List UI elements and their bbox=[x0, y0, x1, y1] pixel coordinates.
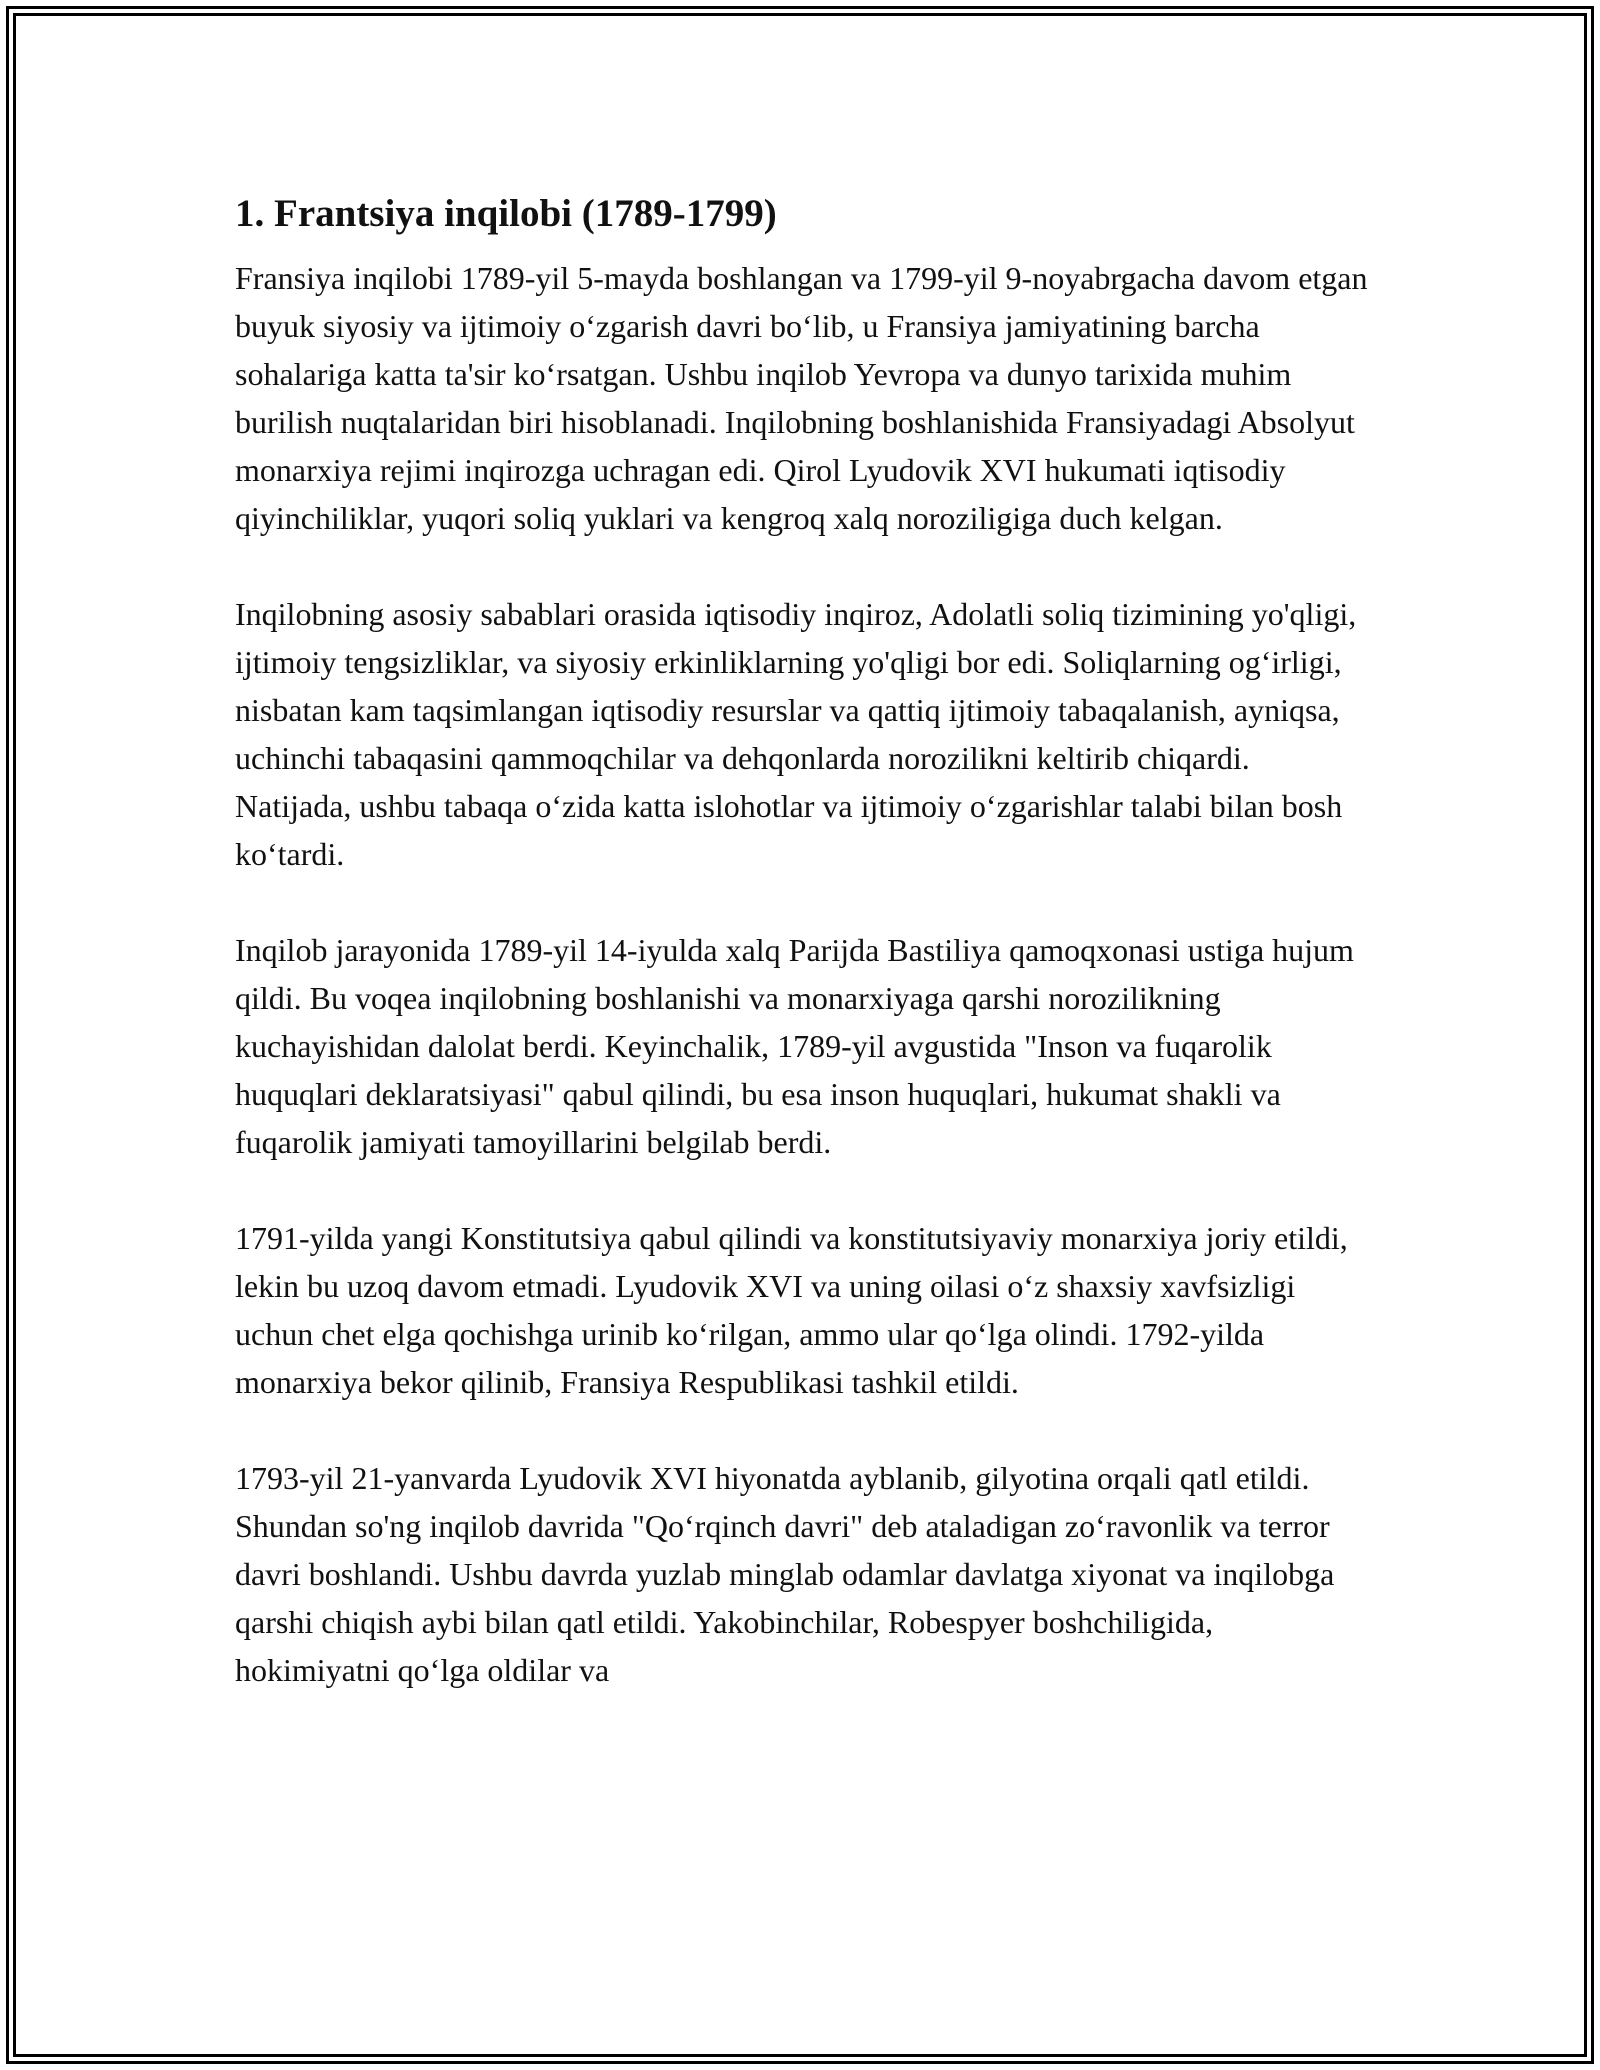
document-body bbox=[235, 190, 1370, 1694]
paragraph-3: Inqilob jarayonida 1789-yil 14-iyulda xalq Parijda Bastiliya qamoqxonasi ustiga hujum qildi. Bu voqea inqilobning boshlanishi va monarxiyaga qarshi norozilikning kuchayishidan dalolat berdi. Keyinchalik, 1789-yil avgustida "Inson va fuqarolik huquqlari deklaratsiyasi" qabul qilindi, bu esa inson huquqlari, hukumat shakli va fuqarolik jamiyati tamoyillarini belgilab berdi. bbox=[235, 932, 1354, 1160]
paragraph-2: Inqilobning asosiy sabablari orasida iqtisodiy inqiroz, Adolatli soliq tizimining yo'qligi, ijtimoiy tengsizliklar, va siyosiy erkinliklarning yo'qligi bor edi. Soliqlarning ogʻirligi, nisbatan kam taqsimlangan iqtisodiy resurslar va qattiq ijtimoiy tabaqalanish, ayniqsa, uchinchi tabaqasini qammoqchilar va dehqonlarda norozilikni keltirib chiqardi. Natijada, ushbu tabaqa oʻzida katta islohotlar va ijtimoiy oʻzgarishlar talabi bilan bosh koʻtardi. bbox=[235, 596, 1357, 872]
paragraph-4: 1791-yilda yangi Konstitutsiya qabul qilindi va konstitutsiyaviy monarxiya joriy etildi, lekin bu uzoq davom etmadi. Lyudovik XVI va uning oilasi oʻz shaxsiy xavfsizligi uchun chet elga qochishga urinib koʻrilgan, ammo ular qoʻlga olindi. 1792-yilda monarxiya bekor qilinib, Fransiya Respublikasi tashkil etildi. bbox=[235, 1220, 1348, 1400]
paragraph-5: 1793-yil 21-yanvarda Lyudovik XVI hiyonatda ayblanib, gilyotina orqali qatl etildi. Shundan so'ng inqilob davrida "Qoʻrqinch davri" deb ataladigan zoʻravonlik va terror davri boshlandi. Ushbu davrda yuzlab minglab odamlar davlatga xiyonat va inqilobga qarshi chiqish aybi bilan qatl etildi. Yakobinchilar, Robespyer boshchiligida, hokimiyatni qoʻlga oldilar va bbox=[235, 1460, 1335, 1688]
section-heading: 1. Frantsiya inqilobi (1789-1799) bbox=[235, 192, 777, 235]
paragraph-1: Fransiya inqilobi 1789-yil 5-mayda boshlangan va 1799-yil 9-noyabrgacha davom etgan buyuk siyosiy va ijtimoiy oʻzgarish davri boʻlib, u Fransiya jamiyatining barcha sohalariga katta ta'sir koʻrsatgan. Ushbu inqilob Yevropa va dunyo tarixida muhim burilish nuqtalaridan biri hisoblanadi. Inqilobning boshlanishida Fransiyadagi Absolyut monarxiya rejimi inqirozga uchragan edi. Qirol Lyudovik XVI hukumati iqtisodiy qiyinchiliklar, yuqori soliq yuklari va kengroq xalq noroziligiga duch kelgan. bbox=[235, 260, 1368, 536]
